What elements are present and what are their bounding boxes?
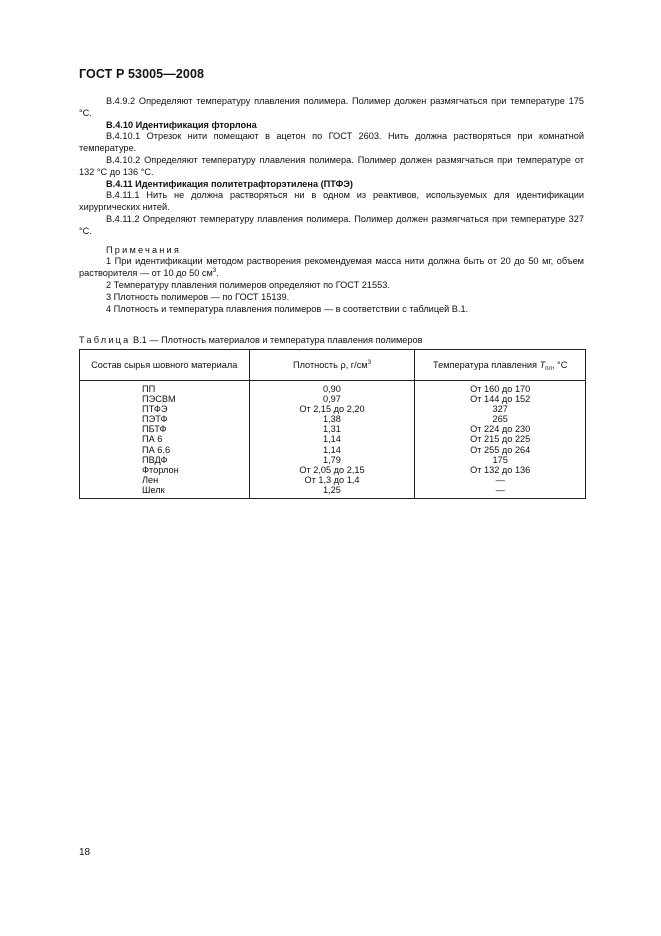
cell-temp: 327	[415, 404, 586, 414]
cell-density: 1,79	[249, 455, 415, 465]
note-1-text: 1 При идентификации методом растворения рекомендуемая масса нити должна быть от 20 до 50 мг, объем растворителя — от 10 до 50 см	[79, 256, 584, 279]
cell-density: От 1,3 до 1,4	[249, 475, 415, 485]
cell-material: Лен	[80, 475, 250, 485]
table-row	[80, 424, 586, 434]
cell-material: ПА 6	[80, 434, 250, 444]
cell-density: 1,25	[249, 485, 415, 499]
note-1	[79, 256, 584, 280]
density-header-sup: 3	[367, 360, 371, 366]
paragraph-b4-11-2: В.4.11.2 Определяют температуру плавления полимера. Полимер должен размягчаться при температуре 327 °С.	[79, 213, 584, 236]
column-header-material: Состав сырья шовного материала	[80, 350, 250, 381]
cell-temp: От 224 до 230	[415, 424, 586, 434]
page-header: ГОСТ Р 53005—2008	[79, 67, 205, 81]
cell-material: ПЭСВМ	[80, 394, 250, 404]
table-row	[80, 485, 586, 499]
table-caption-label: Таблица	[79, 335, 131, 345]
table-row	[80, 445, 586, 455]
note-2: 2 Температуру плавления полимеров определяют по ГОСТ 21553.	[106, 279, 390, 290]
paragraph-b4-11-1: В.4.11.1 Нить не должна растворяться ни в одном из реактивов, используемых для идентификации хирургических нитей.	[79, 190, 584, 213]
note-3: 3 Плотность полимеров — по ГОСТ 15139.	[106, 291, 290, 302]
note-1-end: .	[216, 268, 219, 279]
notes-heading: Примечания	[106, 244, 182, 255]
column-header-density	[249, 350, 415, 381]
cell-density: От 2,15 до 2,20	[249, 404, 415, 414]
table-row	[80, 404, 586, 414]
table-caption-text: В.1 — Плотность материалов и температура плавления полимеров	[130, 335, 423, 345]
table-row	[80, 475, 586, 485]
table-row	[80, 414, 586, 424]
paragraph-b4-9-2: В.4.9.2 Определяют температуру плавления полимера. Полимер должен размягчаться при температуре 175 °С.	[79, 96, 584, 118]
temp-header-unit: , °С	[551, 360, 568, 370]
cell-temp: От 255 до 264	[415, 445, 586, 455]
table-b1	[79, 349, 586, 499]
note-1-sup: 3	[212, 268, 217, 275]
column-header-melting-temp	[415, 350, 586, 381]
table-caption	[79, 335, 423, 345]
paragraph-b4-10-1: В.4.10.1 Отрезок нити помещают в ацетон по ГОСТ 2603. Нить должна растворяться при комнатной температуре.	[79, 131, 584, 154]
paragraph-b4-10-2: В.4.10.2 Определяют температуру плавления полимера. Полимер должен размягчаться при температуре от 132 °С до 136 °С.	[79, 154, 584, 177]
cell-density: 0,97	[249, 394, 415, 404]
cell-material: ПА 6.6	[80, 445, 250, 455]
cell-temp: 175	[415, 455, 586, 465]
cell-temp: 265	[415, 414, 586, 424]
note-4: 4 Плотность и температура плавления полимеров — в соответствии с таблицей В.1.	[106, 303, 469, 314]
cell-temp: —	[415, 475, 586, 485]
heading-b4-10: В.4.10 Идентификация фторлона	[106, 119, 257, 130]
table-row	[80, 381, 586, 395]
cell-density: 1,14	[249, 445, 415, 455]
cell-material: ПБТФ	[80, 424, 250, 434]
cell-material: ПТФЭ	[80, 404, 250, 414]
cell-temp: От 215 до 225	[415, 434, 586, 444]
table-row	[80, 455, 586, 465]
cell-density: 1,31	[249, 424, 415, 434]
cell-temp: От 132 до 136	[415, 465, 586, 475]
temp-header-text: Температура плавления	[433, 360, 540, 370]
cell-density: 1,38	[249, 414, 415, 424]
cell-material: ПВДФ	[80, 455, 250, 465]
page-number: 18	[79, 847, 91, 858]
table-row	[80, 465, 586, 475]
cell-material: ПП	[80, 381, 250, 395]
temp-header-sub: пл	[545, 366, 552, 372]
cell-density: 1,14	[249, 434, 415, 444]
cell-material: Шелк	[80, 485, 250, 499]
cell-temp: —	[415, 485, 586, 499]
temp-header-symbol: T	[539, 360, 546, 370]
table-row	[80, 394, 586, 404]
cell-material: ПЭТФ	[80, 414, 250, 424]
cell-temp: От 160 до 170	[415, 381, 586, 395]
cell-density: От 2,05 до 2,15	[249, 465, 415, 475]
table-row	[80, 434, 586, 444]
density-header-text: Плотность ρ, г/см	[292, 360, 368, 370]
cell-density: 0,90	[249, 381, 415, 395]
cell-temp: От 144 до 152	[415, 394, 586, 404]
document-body	[79, 96, 584, 315]
cell-material: Фторлон	[80, 465, 250, 475]
heading-b4-11: В.4.11 Идентификация политетрафторэтилена (ПТФЭ)	[106, 178, 353, 189]
